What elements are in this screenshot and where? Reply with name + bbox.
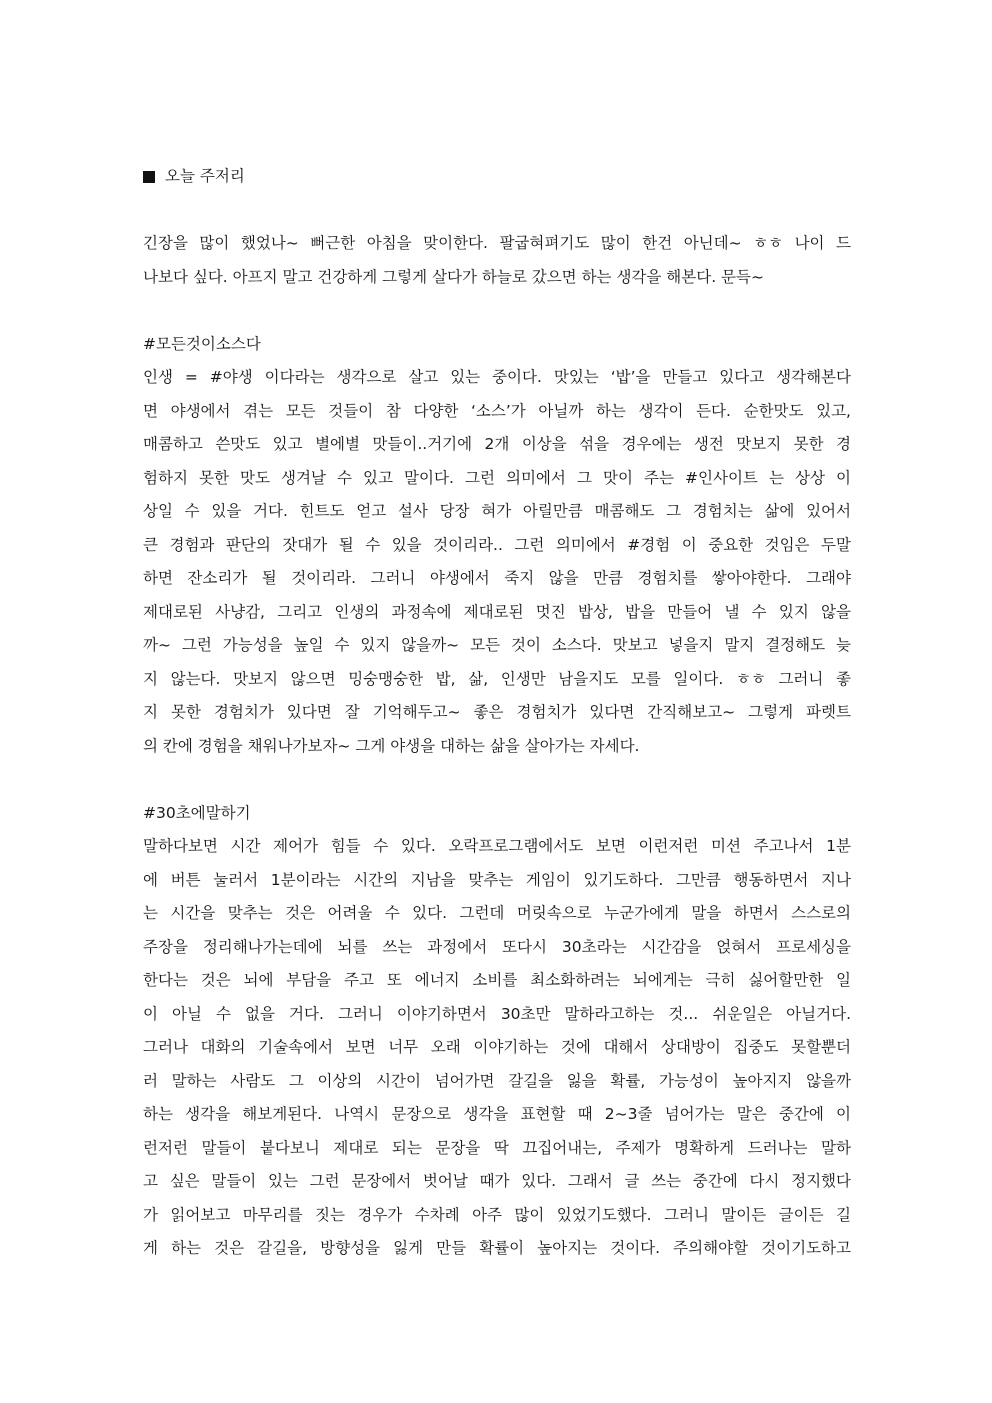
- document-body: [143, 160, 851, 1266]
- paragraph-line: 런저런 말들이 붙다보니 제대로 되는 문장을 딱 끄집어내는, 주제가 명확하게 드러나는 말하: [143, 1138, 851, 1157]
- section-heading: [143, 160, 851, 194]
- intro-paragraph: [143, 227, 851, 294]
- paragraph-line: 한다는 것은 뇌에 부담을 주고 또 에너지 소비를 최소화하려는 뇌에게는 극히 싫어할만한 일: [143, 971, 851, 989]
- paragraph-line: 이 아닐 수 없을 거다. 그러니 이야기하면서 30초만 말하라고하는 것... 쉬운일은 아닐거다.: [143, 1004, 851, 1023]
- paragraph-line: 지 못한 경험치가 있다면 잘 기억해두고~ 좋은 경험치가 있다면 간직해보고~ 그렇게 파렛트: [143, 703, 851, 721]
- paragraph-line: 지 않는다. 맛보지 않으면 밍숭맹숭한 밥, 삶, 인생만 남을지도 모를 일이다. ㅎㅎ 그러니 좋: [143, 669, 851, 688]
- paragraph-line: 험하지 못한 맛도 생겨날 수 있고 말이다. 그런 의미에서 그 맛이 주는 #인사이트 는 상상 이: [143, 468, 851, 487]
- paragraph-line: 큰 경험과 판단의 잣대가 될 수 있을 것이리라.. 그런 의미에서 #경험 이 중요한 것임은 두말: [143, 535, 851, 554]
- paragraph-line: 는 시간을 맞추는 것은 어려울 수 있다. 그런데 머릿속으로 누군가에게 말을 하면서 스스로의: [143, 904, 851, 922]
- section-title: 오늘 주저리: [165, 167, 245, 185]
- paragraph-line: 인생 = #야생 이다라는 생각으로 살고 있는 중이다. 맛있는 ‘밥’을 만들고 있다고 생각해본다: [143, 368, 851, 386]
- paragraph-line: 그러나 대화의 기술속에서 보면 너무 오래 이야기하는 것에 대해서 상대방이 집중도 못할뿐더: [143, 1038, 851, 1056]
- section-speak-in-30-seconds: [143, 797, 851, 1266]
- paragraph-line: 에 버튼 눌러서 1분이라는 시간의 지남을 맞추는 게임이 있기도하다. 그만큼 행동하면서 지나: [143, 870, 851, 889]
- paragraph-line: 나보다 싶다. 아프지 말고 건강하게 그렇게 살다가 하늘로 갔으면 하는 생각을 해본다. 문득~: [143, 267, 764, 286]
- spacer: [143, 194, 851, 228]
- paragraph-line: 매콤하고 쓴맛도 있고 별에별 맛들이..거기에 2개 이상을 섞을 경우에는 생전 맛보지 못한 경: [143, 435, 851, 453]
- paragraph-line: 고 싶은 말들이 있는 그런 문장에서 벗어날 때가 있다. 그래서 글 쓰는 중간에 다시 정지했다: [143, 1172, 851, 1190]
- paragraph-line: 러 말하는 사람도 그 이상의 시간이 넘어가면 갈길을 잃을 확률, 가능성이 높아지지 않을까: [143, 1071, 851, 1090]
- paragraph-line: 주장을 정리해나가는데에 뇌를 쓰는 과정에서 또다시 30초라는 시간감을 얹혀서 프로세싱을: [143, 937, 851, 956]
- paragraph-line: 말하다보면 시간 제어가 힘들 수 있다. 오락프로그램에서도 보면 이런저런 미션 주고나서 1분: [143, 837, 851, 855]
- paragraph-line: 면 야생에서 겪는 모든 것들이 참 다양한 ‘소스’가 아닐까 하는 생각이 든다. 순한맛도 있고,: [143, 401, 851, 420]
- paragraph-line: 제대로된 사냥감, 그리고 인생의 과정속에 제대로된 멋진 밥상, 밥을 만들어 낼 수 있지 않을: [143, 602, 851, 621]
- paragraph-line: 까~ 그런 가능성을 높일 수 있지 않을까~ 모든 것이 소스다. 맛보고 넣을지 말지 결정해도 늦: [143, 636, 851, 654]
- paragraph-line: 하면 잔소리가 될 것이리라. 그러니 야생에서 죽지 않을 만큼 경험치를 쌓아야한다. 그래야: [143, 569, 851, 587]
- section-all-is-sauce: [143, 328, 851, 764]
- paragraph-line: 상일 수 있을 거다. 힌트도 얻고 설사 당장 혀가 아릴만큼 매콤해도 그 경험치는 삶에 있어서: [143, 502, 851, 520]
- paragraph-line: 긴장을 많이 했었나~ 뻐근한 아침을 맞이한다. 팔굽혀펴기도 많이 한건 아닌데~ ㅎㅎ 나이 드: [143, 234, 851, 252]
- hashtag-heading: #30초에말하기: [143, 803, 251, 822]
- hashtag-heading: #모든것이소스다: [143, 334, 261, 353]
- spacer: [143, 763, 851, 797]
- black-square-icon: [143, 171, 155, 183]
- paragraph-line: 게 하는 것은 갈길을, 방향성을 잃게 만들 확률이 높아지는 것이다. 주의해야할 것이기도하고: [143, 1239, 851, 1257]
- paragraph-line: 가 읽어보고 마무리를 짓는 경우가 수차례 아주 많이 있었기도했다. 그러니 말이든 글이든 길: [143, 1205, 851, 1224]
- spacer: [143, 294, 851, 328]
- paragraph-line: 하는 생각을 해보게된다. 나역시 문장으로 생각을 표현할 때 2~3줄 넘어가는 말은 중간에 이: [143, 1105, 851, 1123]
- paragraph-line: 의 칸에 경험을 채워나가보자~ 그게 야생을 대하는 삶을 살아가는 자세다.: [143, 736, 640, 755]
